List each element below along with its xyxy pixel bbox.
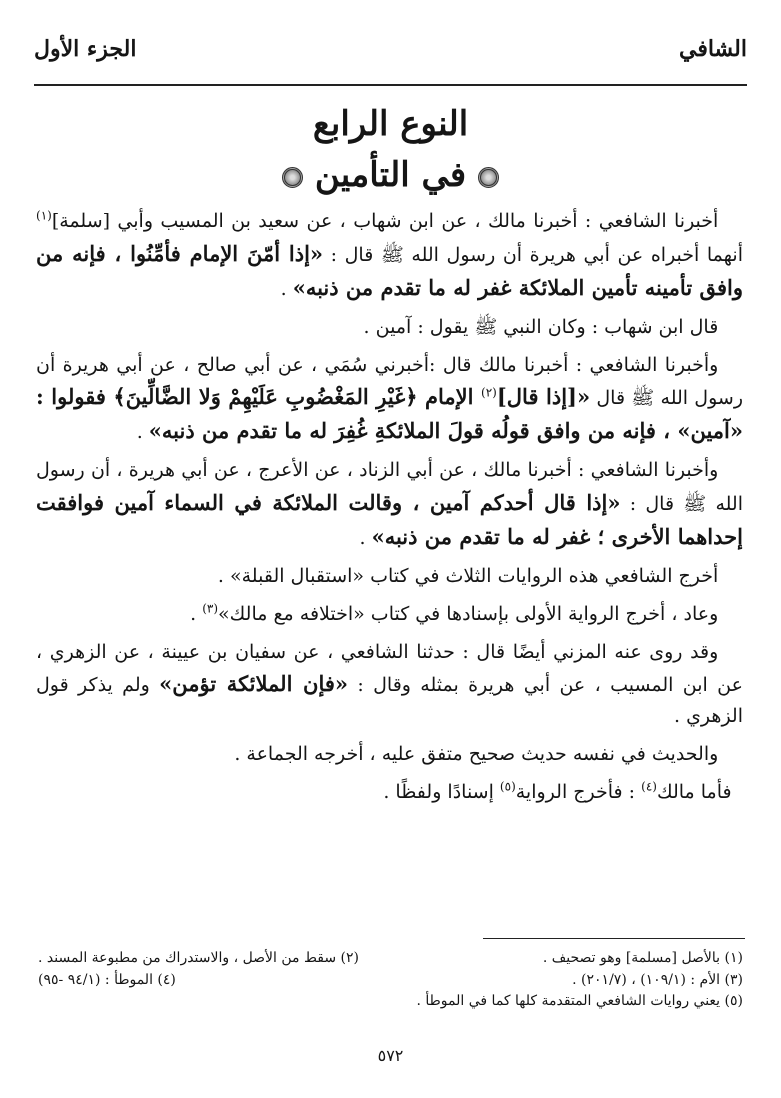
footnote-5: (٥) يعني روايات الشافعي المتقدمة كلها كما في الموطأ .: [416, 993, 743, 1010]
footnote-4: (٤) الموطأ : (٩٤/١ -٩٥): [38, 971, 176, 988]
section-title-line: [0, 155, 781, 195]
ornament-icon: [282, 167, 303, 188]
page-number: ٥٧٢: [377, 1046, 404, 1065]
text: إسنادًا ولفظًا .: [383, 781, 500, 803]
section-title: في التأمين: [314, 155, 467, 195]
paragraph-6: [36, 599, 743, 630]
hadith-text: «فإن الملائكة تؤمن»: [159, 671, 349, 697]
body-text: [36, 206, 743, 815]
paragraph-2: [36, 312, 743, 343]
text: .: [190, 602, 203, 625]
part-label: الجزء الأول: [34, 36, 137, 62]
text: ولم يذكر قول الزهري .: [36, 674, 743, 728]
book-title: الشافي: [679, 36, 747, 62]
footnote-ref: (٤): [641, 779, 657, 794]
footnote-row: [38, 970, 743, 992]
footnote-ref: (١): [36, 208, 52, 223]
paragraph-4: [36, 455, 743, 554]
chapter-title: النوع الرابع: [312, 104, 469, 144]
text: وأخبرنا الشافعي : أخبرنا مالك قال :أخبرني سُمَي ، عن أبي صالح ، عن أبي هريرة أن رسول الله ﷺ قال: [36, 353, 744, 410]
text: فأما مالك: [656, 781, 732, 803]
hadith-text: الإمام ﴿غَيْرِ المَغْضُوبِ عَلَيْهِمْ وَلا الضَّالِّينَ﴾ فقولوا : «آمين» ، فإنه من وافق قولُه قولَ الملائكةِ غُفِرَ له ما تقدم من ذنبه»: [36, 384, 743, 444]
footnote-row: [38, 991, 743, 1013]
text: وعاد ، أخرج الرواية الأولى بإسنادها في كتاب «اختلافه مع مالك»: [218, 602, 719, 625]
footnotes: [38, 948, 743, 1013]
paragraph-5: [36, 561, 743, 592]
text: وأخبرنا الشافعي : أخبرنا مالك ، عن أبي الزناد ، عن الأعرج ، عن أبي هريرة ، أن رسول الله ﷺ قال :: [36, 459, 743, 516]
footnote-1: (١) بالأصل [مسلمة] وهو تصحيف .: [542, 950, 743, 966]
paragraph-3: [36, 350, 743, 449]
header-rule: [34, 84, 747, 86]
ornament-icon: [478, 167, 499, 188]
footnote-2: (٢) سقط من الأصل ، والاستدراك من مطبوعة المسند .: [38, 950, 359, 966]
footnote-ref: (٢): [481, 386, 497, 400]
text: .: [280, 277, 293, 300]
footnote-ref: (٣): [202, 601, 219, 616]
text: والحديث في نفسه حديث صحيح متفق عليه ، أخرجه الجماعة .: [234, 743, 719, 766]
running-header: [34, 36, 747, 86]
hadith-text: «[إذا قال]: [496, 384, 591, 410]
footnote-rule: [483, 938, 745, 939]
footnote-3: (٣) الأم : (١٠٩/١) ، (٢٠١/٧) .: [572, 971, 743, 988]
text: أخبرنا الشافعي : أخبرنا مالك ، عن ابن شهاب ، عن سعيد بن المسيب وأبي [سلمة]: [51, 210, 719, 232]
text: .: [359, 527, 372, 550]
paragraph-1: [36, 206, 743, 305]
hadith-text: «إذا قال أحدكم آمين ، وقالت الملائكة في السماء آمين فوافقت إحداهما الأخرى ؛ غفر له ما تقدم من ذنبه»: [36, 490, 743, 550]
footnote-ref: (٥): [499, 779, 516, 794]
text: وقد روى عنه المزني أيضًا قال : حدثنا الشافعي ، عن سفيان بن عيينة ، عن الزهري ، عن ابن المسيب ، عن أبي هريرة بمثله وقال :: [36, 640, 743, 697]
text: قال ابن شهاب : وكان النبي ﷺ يقول : آمين .: [363, 315, 719, 338]
paragraph-7: [36, 637, 743, 733]
footnote-row: [38, 948, 743, 970]
text: أنهما أخبراه عن أبي هريرة أن رسول الله ﷺ قال :: [323, 243, 743, 266]
paragraph-8: [36, 739, 743, 770]
text: أخرج الشافعي هذه الروايات الثلاث في كتاب «استقبال القبلة» .: [217, 565, 719, 588]
text: : فأخرج الرواية: [515, 781, 642, 803]
text: .: [136, 421, 149, 444]
hadith-text: «إذا أمّنَ الإمام فأمِّنُوا ، فإنه من وافق تأمينه تأمين الملائكة غفر له ما تقدم من ذنبه»: [36, 240, 743, 300]
paragraph-9: [36, 777, 743, 808]
